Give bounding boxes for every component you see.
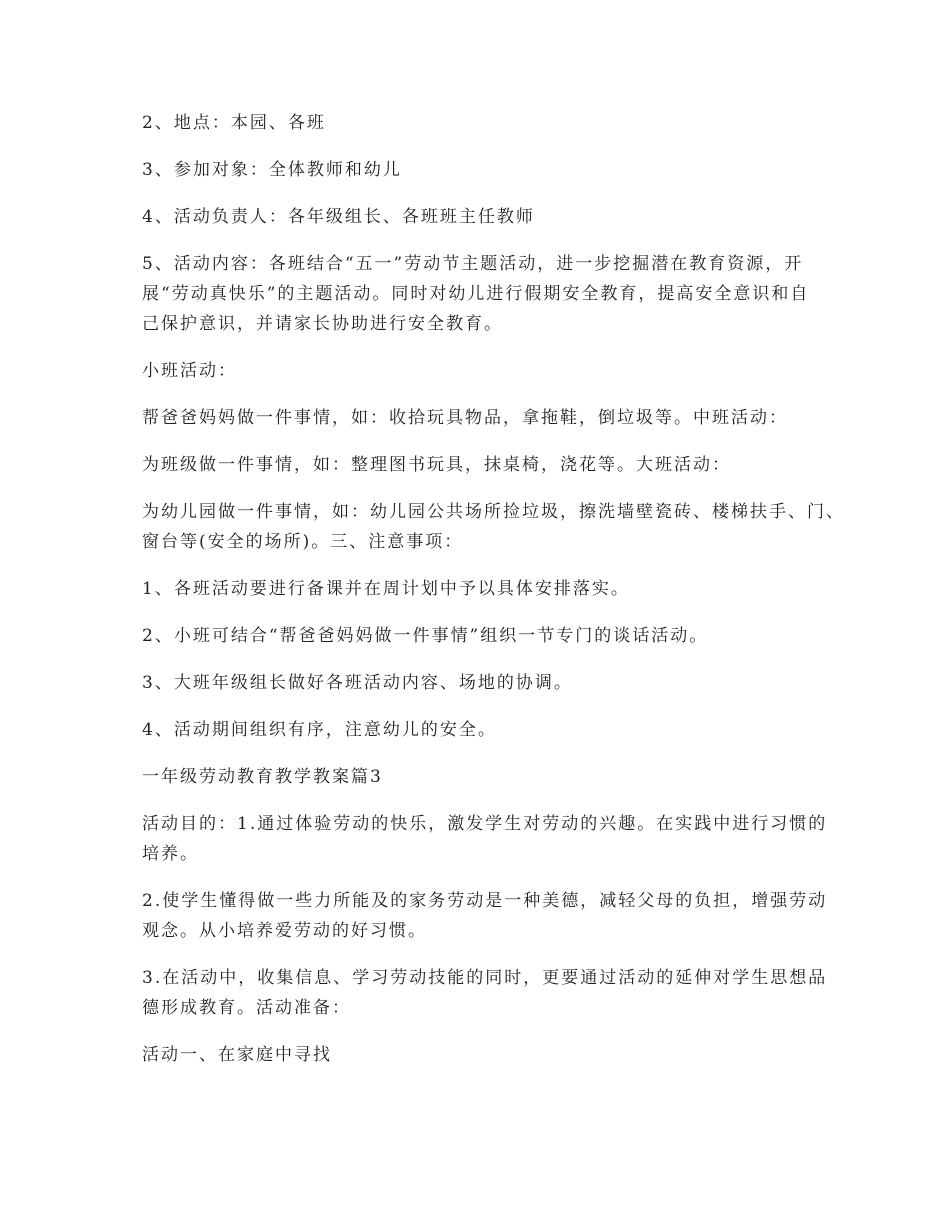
- paragraph: [142, 249, 822, 339]
- text-line: 德形成教育。活动准备：: [142, 998, 351, 1018]
- paragraph: [142, 963, 828, 1023]
- text-line: 培养。: [142, 844, 199, 864]
- text-line: 1、各班活动要进行备课并在周计划中予以具体安排落实。: [142, 579, 630, 599]
- text-line: 2、地点：本园、各班: [142, 113, 326, 133]
- paragraph: [142, 155, 822, 185]
- paragraph: [142, 108, 822, 138]
- text-line: 观念。从小培养爱劳动的好习惯。: [142, 921, 427, 941]
- text-line: 4、活动负责人：各年级组长、各班班主任教师: [142, 207, 535, 227]
- text-line: 活动一、在家庭中寻找: [142, 1045, 332, 1065]
- text-line: 窗台等(安全的场所)。三、注意事项：: [142, 532, 464, 552]
- paragraph: [142, 621, 822, 651]
- paragraph: [142, 886, 828, 946]
- paragraph: [142, 202, 822, 232]
- text-line: 小班活动：: [142, 361, 237, 381]
- text-line: 3、大班年级组长做好各班活动内容、场地的协调。: [142, 673, 573, 693]
- paragraph: [142, 809, 828, 869]
- paragraph: [142, 762, 822, 792]
- text-line: 己保护意识，并请家长协助进行安全教育。: [142, 314, 503, 334]
- text-line: 2.使学生懂得做一些力所能及的家务劳动是一种美德，减轻父母的负担，增强劳动: [142, 891, 828, 911]
- paragraph: [142, 450, 822, 480]
- text-line: 活动目的：1.通过体验劳动的快乐，激发学生对劳动的兴趣。在实践中进行习惯的: [142, 814, 828, 834]
- text-line: 为幼儿园做一件事情，如：幼儿园公共场所捡垃圾，擦洗墙壁瓷砖、楼梯扶手、门、: [142, 502, 845, 522]
- text-line: 一年级劳动教育教学教案篇3: [142, 767, 383, 787]
- text-line: 展“劳动真快乐”的主题活动。同时对幼儿进行假期安全教育，提高安全意识和自: [142, 284, 810, 304]
- text-line: 3、参加对象：全体教师和幼儿: [142, 160, 402, 180]
- paragraph: [142, 1040, 822, 1070]
- text-line: 4、活动期间组织有序，注意幼儿的安全。: [142, 720, 497, 740]
- paragraph: [142, 403, 822, 433]
- text-line: 为班级做一件事情，如：整理图书玩具，抹桌椅，浇花等。大班活动：: [142, 455, 731, 475]
- paragraph: [142, 574, 822, 604]
- text-line: 2、小班可结合“帮爸爸妈妈做一件事情”组织一节专门的谈话活动。: [142, 626, 709, 646]
- paragraph: [142, 497, 845, 557]
- paragraph: [142, 715, 822, 745]
- paragraph: [142, 356, 822, 386]
- text-line: 帮爸爸妈妈做一件事情，如：收拾玩具物品，拿拖鞋，倒垃圾等。中班活动：: [142, 408, 788, 428]
- paragraph: [142, 668, 822, 698]
- text-line: 3.在活动中，收集信息、学习劳动技能的同时，更要通过活动的延伸对学生思想品: [142, 968, 828, 988]
- document-body: [142, 108, 845, 1087]
- text-line: 5、活动内容：各班结合“五一”劳动节主题活动，进一步挖掘潜在教育资源，开: [142, 254, 804, 274]
